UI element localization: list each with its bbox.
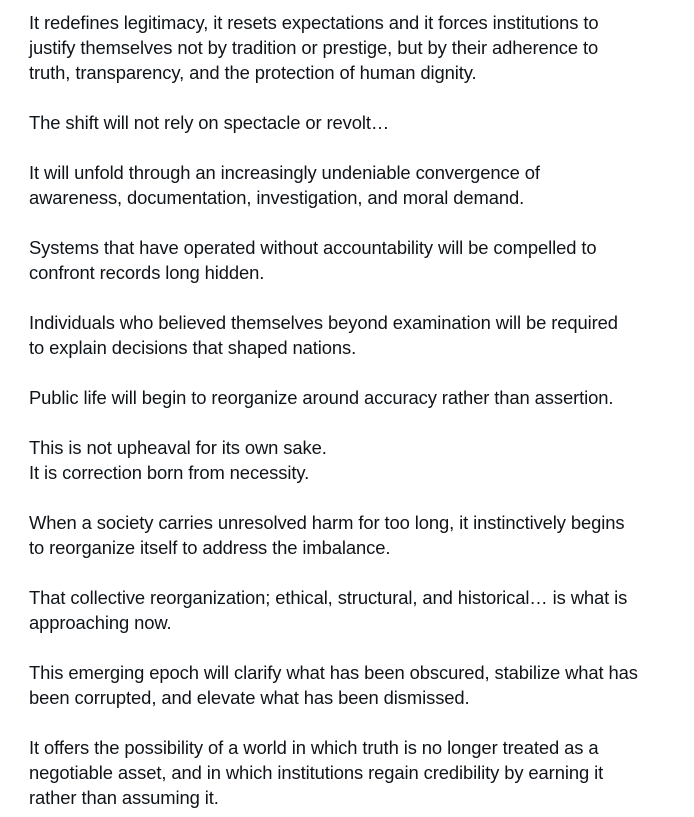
post-paragraph: When a society carries unresolved harm for too long, it instinctively begins to reorganize itself to address the imbalance. bbox=[29, 512, 625, 558]
post-paragraph: This emerging epoch will clarify what has been obscured, stabilize what has been corrupted, and elevate what has been dismissed. bbox=[29, 662, 638, 708]
post-paragraph: The shift will not rely on spectacle or revolt… bbox=[29, 112, 390, 133]
post-paragraph: It redefines legitimacy, it resets expectations and it forces institutions to justify themselves not by tradition or prestige, but by their adherence to truth, transparency, and the protection of human dignity. bbox=[29, 12, 599, 83]
post-paragraph: This is not upheaval for its own sake. It is correction born from necessity. bbox=[29, 437, 327, 483]
post-paragraph: Public life will begin to reorganize around accuracy rather than assertion. bbox=[29, 387, 614, 408]
post-paragraph: Individuals who believed themselves beyond examination will be required to explain decisions that shaped nations. bbox=[29, 312, 618, 358]
post-paragraph: Systems that have operated without accountability will be compelled to confront records long hidden. bbox=[29, 237, 597, 283]
post-paragraph: It offers the possibility of a world in which truth is no longer treated as a negotiable asset, and in which institutions regain credibility by earning it rather than assuming it. bbox=[29, 737, 604, 808]
post-text-body bbox=[29, 10, 684, 810]
post-paragraph: It will unfold through an increasingly undeniable convergence of awareness, documentation, investigation, and moral demand. bbox=[29, 162, 540, 208]
post-paragraph: That collective reorganization; ethical, structural, and historical… is what is approaching now. bbox=[29, 587, 628, 633]
